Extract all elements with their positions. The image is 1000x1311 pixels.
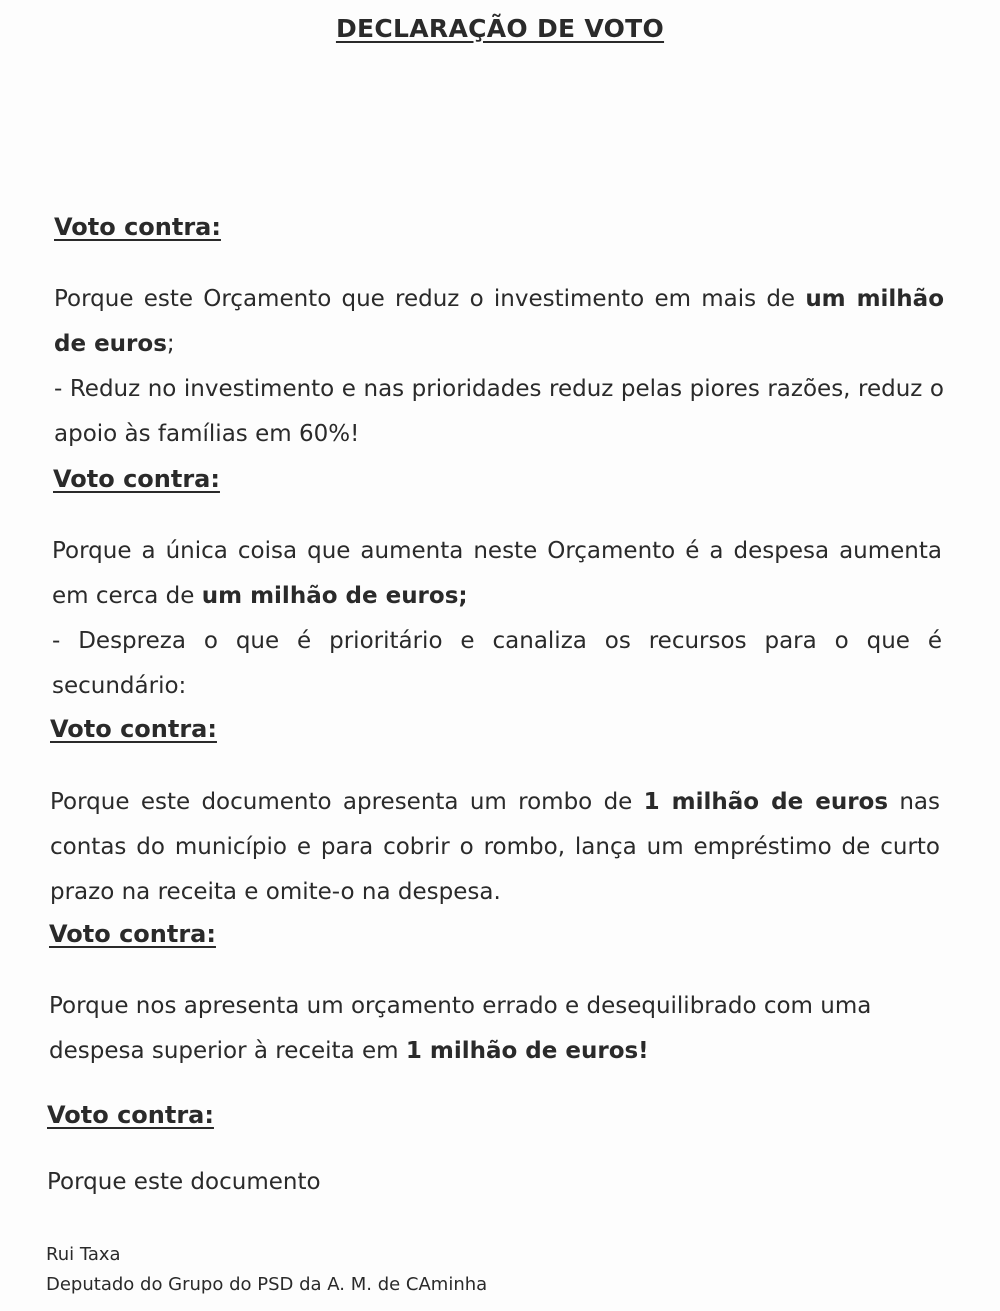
- paragraph: [50, 780, 940, 915]
- paragraph: [52, 619, 942, 709]
- section-heading: Voto contra:: [54, 213, 221, 241]
- section-heading: Voto contra:: [50, 715, 217, 743]
- paragraph: [47, 1160, 937, 1205]
- text-run: Porque este documento: [47, 1169, 321, 1195]
- text-run: Porque nos apresenta um orçamento errado e desequilibrado com uma despesa superior à receita em: [49, 993, 872, 1064]
- signature-name: Rui Taxa: [46, 1244, 121, 1265]
- paragraph: [52, 529, 942, 619]
- section-body: [47, 1160, 937, 1205]
- section-heading: Voto contra:: [49, 920, 216, 948]
- paragraph: [49, 984, 889, 1074]
- text-run: Porque este documento apresenta um rombo de: [50, 789, 644, 815]
- section-body: [49, 984, 889, 1074]
- bold-text: um milhão de euros;: [201, 583, 468, 609]
- document-title: DECLARAÇÃO DE VOTO: [335, 14, 665, 43]
- text-run: - Despreza o que é prioritário e canaliza os recursos para o que é secundário:: [52, 628, 942, 699]
- text-run: ;: [166, 331, 175, 357]
- bold-text: 1 milhão de euros: [643, 789, 889, 815]
- section-body: [50, 780, 940, 915]
- section-body: [52, 529, 942, 709]
- text-run: Porque a única coisa que aumenta neste Orçamento é a despesa aumenta em cerca de: [52, 538, 942, 609]
- bold-text: 1 milhão de euros!: [405, 1038, 649, 1064]
- section-body: [54, 277, 944, 457]
- text-run: nas contas do município e para cobrir o rombo, lança um empréstimo de curto prazo na receita e omite-o na despesa.: [50, 789, 941, 905]
- section-heading: Voto contra:: [47, 1101, 214, 1129]
- bold-text: um milhão de euros: [54, 286, 944, 357]
- signature-role: Deputado do Grupo do PSD da A. M. de CAminha: [46, 1274, 488, 1295]
- text-run: - Reduz no investimento e nas prioridades reduz pelas piores razões, reduz o apoio às famílias em 60%!: [54, 376, 944, 447]
- text-run: Porque este Orçamento que reduz o investimento em mais de: [54, 286, 806, 312]
- paragraph: [54, 277, 944, 367]
- paragraph: [54, 367, 944, 457]
- section-heading: Voto contra:: [53, 465, 220, 493]
